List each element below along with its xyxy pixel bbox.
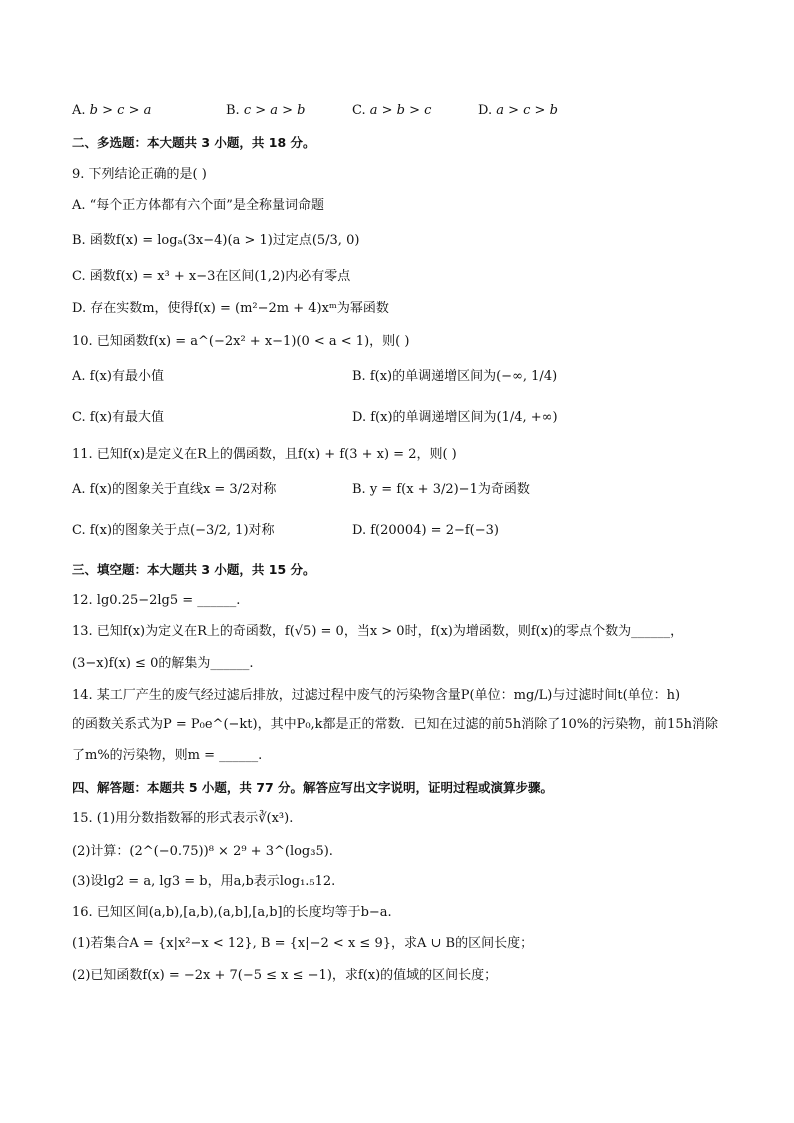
q14-line1: 14. 某工厂产生的废气经过滤后排放，过滤过程中废气的污染物含量P(单位：mg/L)与过滤时间t(单位：h) [72, 688, 681, 703]
q12: 12. lg0.25−2lg5 = ______. [72, 593, 241, 608]
q10-option-a: A. f(x)有最小值 [72, 369, 164, 384]
q9-option-d: D. 存在实数m，使得f(x) = (m²−2m + 4)xᵐ为幂函数 [72, 301, 389, 316]
q11-option-b: B. y = f(x + 3/2)−1为奇函数 [352, 482, 530, 497]
section-4-title: 四、解答题：本题共 5 小题，共 77 分。解答应写出文字说明，证明过程或演算步骤。 [72, 780, 554, 795]
q9-option-b: B. 函数f(x) = logₐ(3x−4)(a > 1)过定点(5/3, 0) [72, 233, 360, 248]
section-2-title: 二、多选题：本大题共 3 小题，共 18 分。 [72, 135, 316, 150]
q16-part1: (1)若集合A = {x|x²−x < 12}, B = {x|−2 < x ≤ 9}，求A ∪ B的区间长度； [72, 936, 534, 951]
q15-part2: (2)计算：(2^(−0.75))⁸ × 2⁹ + 3^(log₃5). [72, 844, 333, 859]
q11-option-c: C. f(x)的图象关于点(−3/2, 1)对称 [72, 523, 275, 538]
q14-line2: 的函数关系式为P = P₀e^(−kt)，其中P₀,k都是正的常数．已知在过滤的前5h消除了10%的污染物，前15h消除 [72, 717, 719, 732]
q11-option-d: D. f(20004) = 2−f(−3) [352, 523, 499, 538]
q13-line2: (3−x)f(x) ≤ 0的解集为______. [72, 656, 254, 671]
q16-part2: (2)已知函数f(x) = −2x + 7(−5 ≤ x ≤ −1)，求f(x)的值域的区间长度； [72, 968, 498, 983]
section-3-title: 三、填空题：本大题共 3 小题，共 15 分。 [72, 562, 316, 577]
q8-option-a: A. b > c > a [72, 103, 152, 118]
q8-option-d: D. a > c > b [478, 103, 558, 118]
q15-part1: 15. (1)用分数指数幂的形式表示∛(x³). [72, 811, 294, 826]
q13-line1: 13. 已知f(x)为定义在R上的奇函数，f(√5) = 0，当x > 0时，f(x)为增函数，则f(x)的零点个数为______， [72, 624, 684, 639]
q15-part3: (3)设lg2 = a, lg3 = b，用a,b表示log₁.₅12. [72, 874, 336, 889]
q8-option-b: B. c > a > b [226, 103, 306, 118]
q11-option-a: A. f(x)的图象关于直线x = 3/2对称 [72, 482, 277, 497]
q10-option-d: D. f(x)的单调递增区间为(1/4, +∞) [352, 410, 558, 425]
q11-stem: 11. 已知f(x)是定义在R上的偶函数，且f(x) + f(3 + x) = 2，则( ) [72, 447, 457, 462]
q16-stem: 16. 已知区间(a,b),[a,b),(a,b],[a,b]的长度均等于b−a. [72, 905, 392, 920]
q8-option-c: C. a > b > c [352, 103, 432, 118]
q10-option-b: B. f(x)的单调递增区间为(−∞, 1/4) [352, 369, 558, 384]
q9-option-c: C. 函数f(x) = x³ + x−3在区间(1,2)内必有零点 [72, 269, 351, 284]
q10-stem: 10. 已知函数f(x) = a^(−2x² + x−1)(0 < a < 1)，则( ) [72, 334, 410, 349]
q9-stem: 9. 下列结论正确的是( ) [72, 167, 207, 182]
q14-line3: 了m%的污染物，则m = ______. [72, 748, 263, 763]
q9-option-a: A. “每个正方体都有六个面”是全称量词命题 [72, 198, 324, 213]
q10-option-c: C. f(x)有最大值 [72, 410, 165, 425]
